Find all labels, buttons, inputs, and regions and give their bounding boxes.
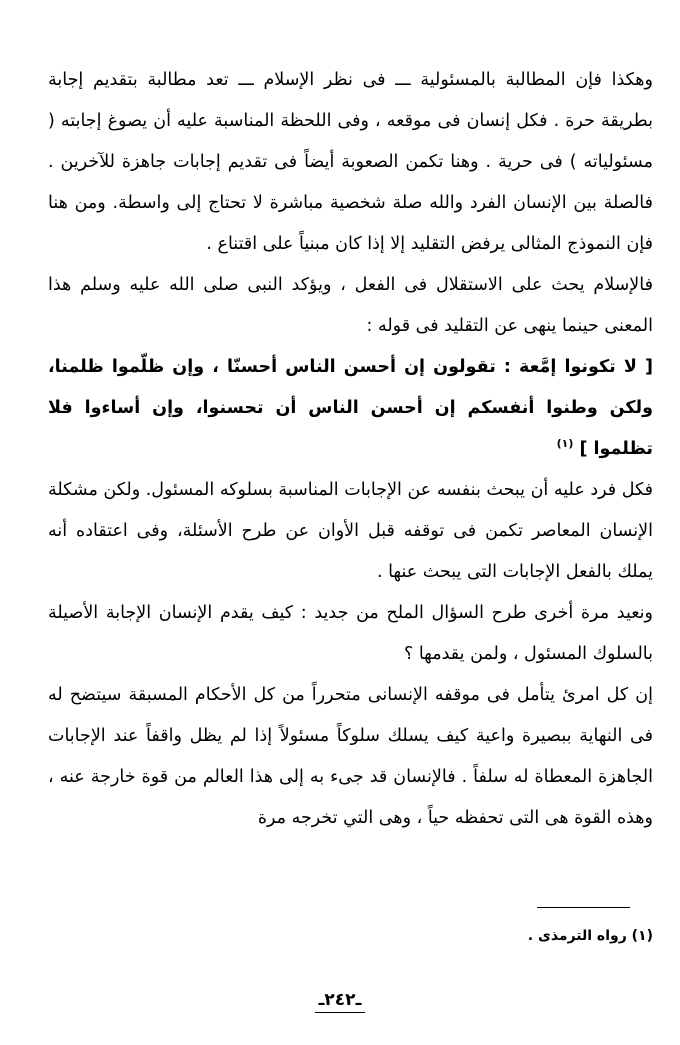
footnote-marker: (١) bbox=[631, 928, 653, 944]
footnote-divider bbox=[537, 907, 630, 908]
paragraph-reflection: إن كل امرئ يتأمل فى موقفه الإنسانى متحرراً من كل الأحكام المسبقة سيتضح له فى النهاية ببصيرة واعية كيف يسلك سلوكاً مسئولاً إذا لم يظل واقفاً عند الإجابات الجاهزة المعطاة له سلفاً . فالإنسان قد جىء به إلى هذا العالم من قوة خارجة عنه ، وهذه القوة هى التى تحفظه حياً ، وهى التي تخرجه مرة bbox=[48, 685, 653, 828]
paragraph-modern-man: فكل فرد عليه أن يبحث بنفسه عن الإجابات المناسبة بسلوكه المسئول. ولكن مشكلة الإنسان المعاصر تكمن فى توقفه قبل الأوان عن طرح الأسئلة، وفى اعتقاده أنه يملك بالفعل الإجابات التى يبحث عنها . bbox=[48, 480, 653, 582]
paragraph-question: ونعيد مرة أخرى طرح السؤال الملح من جديد : كيف يقدم الإنسان الإجابة الأصيلة بالسلوك المسئول ، ولمن يقدمها ؟ bbox=[48, 603, 653, 664]
paragraph-islam-independence: فالإسلام يحث على الاستقلال فى الفعل ، ويؤكد النبى صلى الله عليه وسلم هذا المعنى حينما ينهى عن التقليد فى قوله : bbox=[48, 275, 653, 336]
footnote bbox=[528, 926, 653, 946]
hadith-quote bbox=[48, 347, 653, 470]
footnote-text: رواه الترمذى . bbox=[527, 928, 627, 944]
hadith-text: [ لا تكونوا إمَّعة : تقولون إن أحسن الناس أحسنّا ، وإن ظلّموا ظلمنا، ولكن وطنوا أنفسكم إن أحسن الناس أن تحسنوا، وإن أساءوا فلا تظلموا ] bbox=[48, 357, 653, 459]
footnote-reference: (١) bbox=[556, 437, 574, 451]
page-number-text: ـ٢٤٢ـ bbox=[315, 988, 366, 1013]
paragraph-responsibility: وهكذا فإن المطالبة بالمسئولية ـــ فى نظر الإسلام ـــ تعد مطالبة بتقديم إجابة بطريقة حرة . فكل إنسان فى موقعه ، وفى اللحظة المناسبة عليه أن يصوغ إجابته ( مسئولياته ) فى حرية . وهنا تكمن الصعوبة أيضاً فى تقديم إجابات جاهزة للآخرين . فالصلة بين الإنسان الفرد والله صلة شخصية مباشرة لا تحتاج إلى واسطة. ومن هنا فإن النموذج المثالى يرفض التقليد إلا إذا كان مبنياً على اقتناع . bbox=[48, 70, 653, 254]
body-text bbox=[48, 60, 653, 839]
page-number bbox=[0, 988, 680, 1013]
